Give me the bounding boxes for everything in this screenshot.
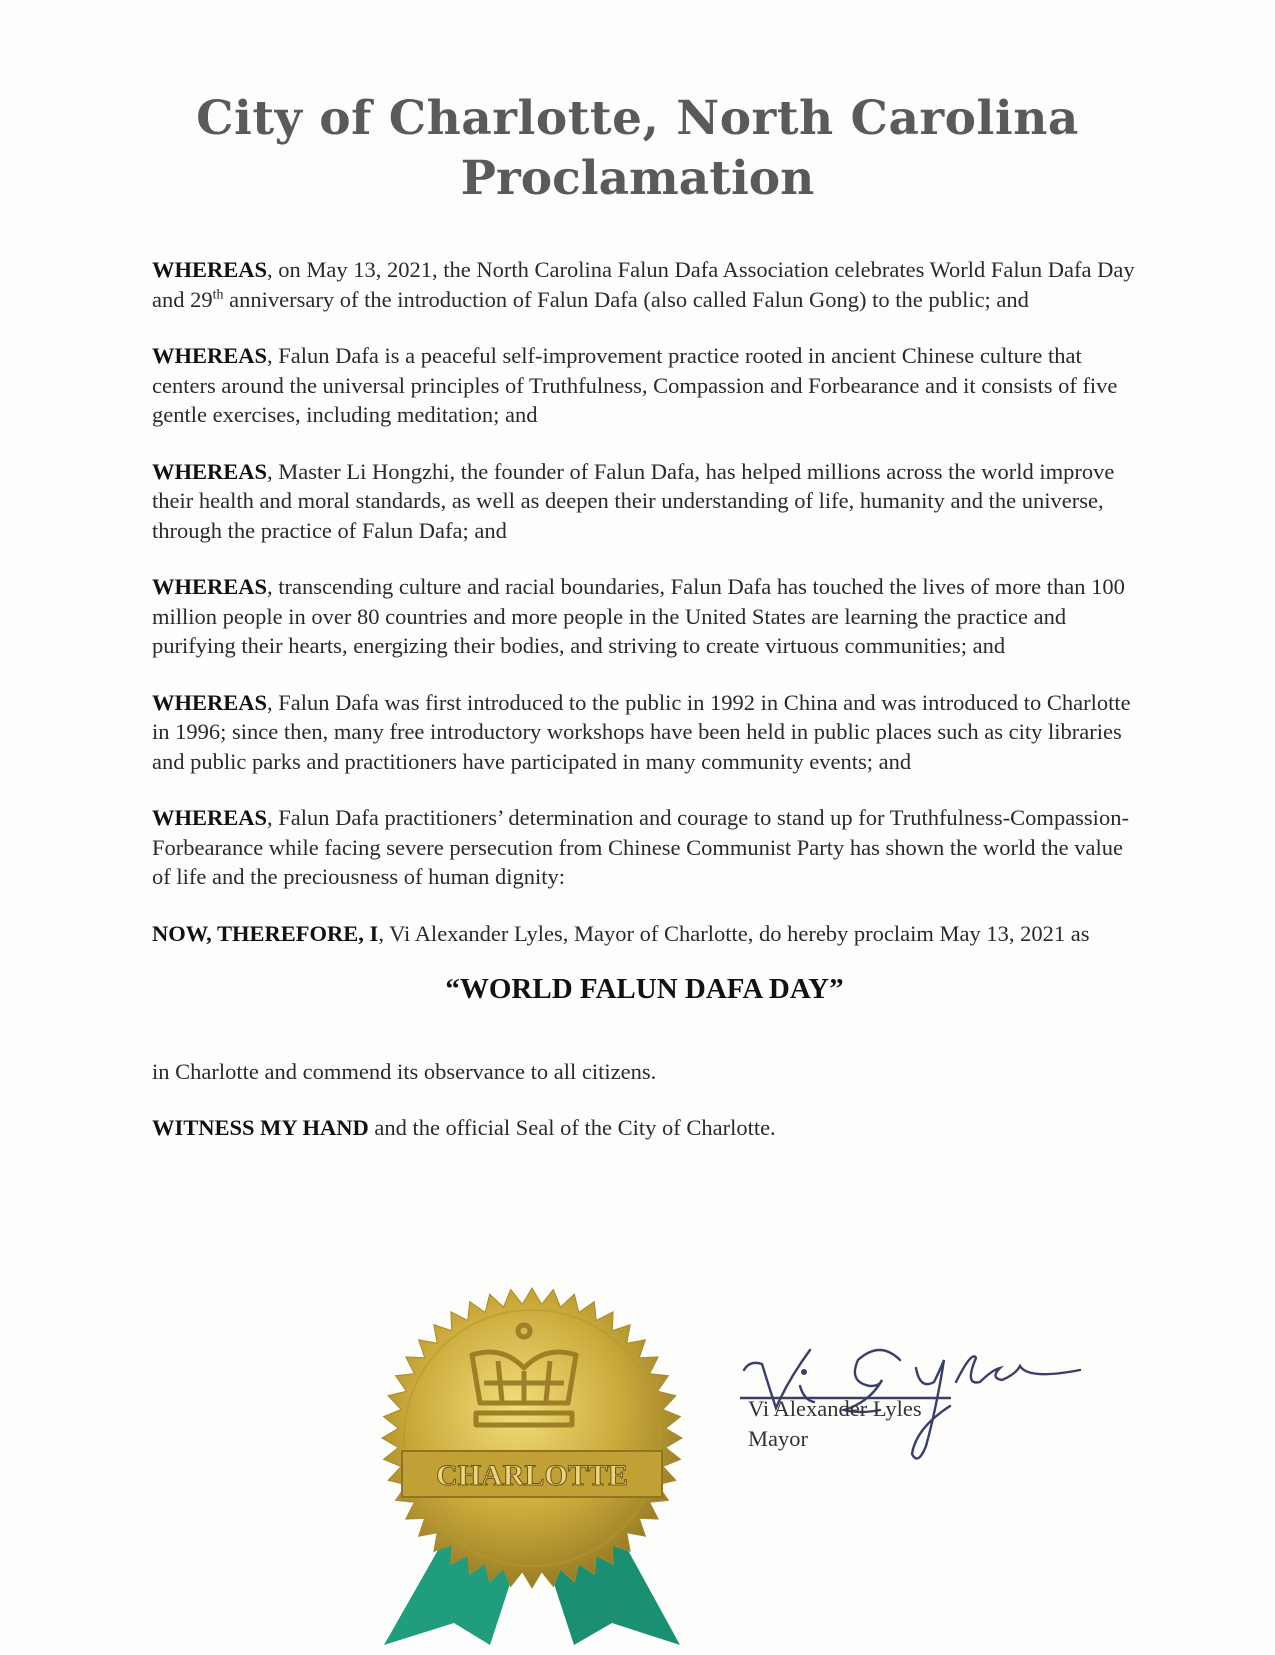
whereas-text: , Master Li Hongzhi, the founder of Falun Dafa, has helped millions across the world improve their health and moral standards, as well as deepen their understanding of life, humanity and the universe, through the practice of Falun Dafa; and	[152, 458, 1115, 543]
signatory-title: Mayor	[748, 1426, 808, 1451]
therefore-lead: NOW, THEREFORE, I	[152, 920, 379, 946]
signature-block	[740, 1330, 1160, 1470]
header-proclamation: Proclamation	[460, 151, 815, 206]
seal-icon	[362, 1273, 702, 1650]
therefore-text: , Vi Alexander Lyles, Mayor of Charlotte, do hereby proclaim May 13, 2021 as	[378, 920, 1090, 946]
whereas-text: , Falun Dafa practitioners’ determination and courage to stand up for Truthfulness-Compassion-Forbearance while facing severe persecution from Chinese Communist Party has shown the world the value of life and the preciousness of human dignity:	[152, 805, 1129, 889]
therefore-paragraph	[152, 919, 1137, 949]
proclamation-body	[152, 255, 1137, 1170]
whereas-paragraph-2	[152, 341, 1137, 430]
whereas-lead: WHEREAS	[152, 257, 268, 282]
document-header	[0, 88, 1275, 208]
whereas-paragraph-3	[152, 457, 1137, 546]
whereas-text: , Falun Dafa was first introduced to the public in 1992 in China and was introduced to Charlotte in 1996; since then, many free introductory workshops have been held in public places such as city libraries and public parks and practitioners have participated in many community events; and	[152, 689, 1131, 774]
whereas-lead: WHEREAS	[152, 805, 268, 830]
official-seal	[362, 1273, 702, 1650]
witness-paragraph	[152, 1113, 1137, 1143]
whereas-lead: WHEREAS	[152, 689, 268, 715]
whereas-paragraph-1	[152, 255, 1137, 314]
whereas-lead: WHEREAS	[152, 574, 268, 599]
whereas-text: , transcending culture and racial boundaries, Falun Dafa has touched the lives of more than 100 million people in over 80 countries and more people in the United States are learning the practice and purifying their hearts, energizing their bodies, and striving to create virtuous communities; and	[152, 574, 1125, 658]
whereas-paragraph-6	[152, 803, 1137, 892]
signatory-name: Vi Alexander Lyles	[748, 1396, 922, 1421]
whereas-text: , on May 13, 2021, the North Carolina Falun Dafa Association celebrates World Falun Dafa Day and 29	[152, 257, 1135, 312]
whereas-paragraph-5	[152, 688, 1137, 777]
whereas-lead: WHEREAS	[152, 343, 268, 368]
ordinal-suffix: th	[212, 287, 224, 302]
witness-text: and the official Seal of the City of Charlotte.	[368, 1115, 776, 1140]
commend-paragraph: in Charlotte and commend its observance to all citizens.	[152, 1058, 657, 1084]
whereas-lead: WHEREAS	[152, 458, 268, 484]
whereas-text: , Falun Dafa is a peaceful self-improvement practice rooted in ancient Chinese culture that centers around the universal principles of Truthfulness, Compassion and Forbearance and it consists of five gentle exercises, including meditation; and	[152, 343, 1118, 427]
proclaimed-day: “WORLD FALUN DAFA DAY”	[445, 973, 844, 1005]
whereas-paragraph-4	[152, 572, 1137, 661]
witness-lead: WITNESS MY HAND	[152, 1115, 369, 1140]
seal-text: CHARLOTTE	[436, 1459, 628, 1492]
whereas-text: anniversary of the introduction of Falun Dafa (also called Falun Gong) to the public; and	[223, 286, 1029, 312]
header-city: City of Charlotte, North Carolina	[196, 91, 1079, 146]
